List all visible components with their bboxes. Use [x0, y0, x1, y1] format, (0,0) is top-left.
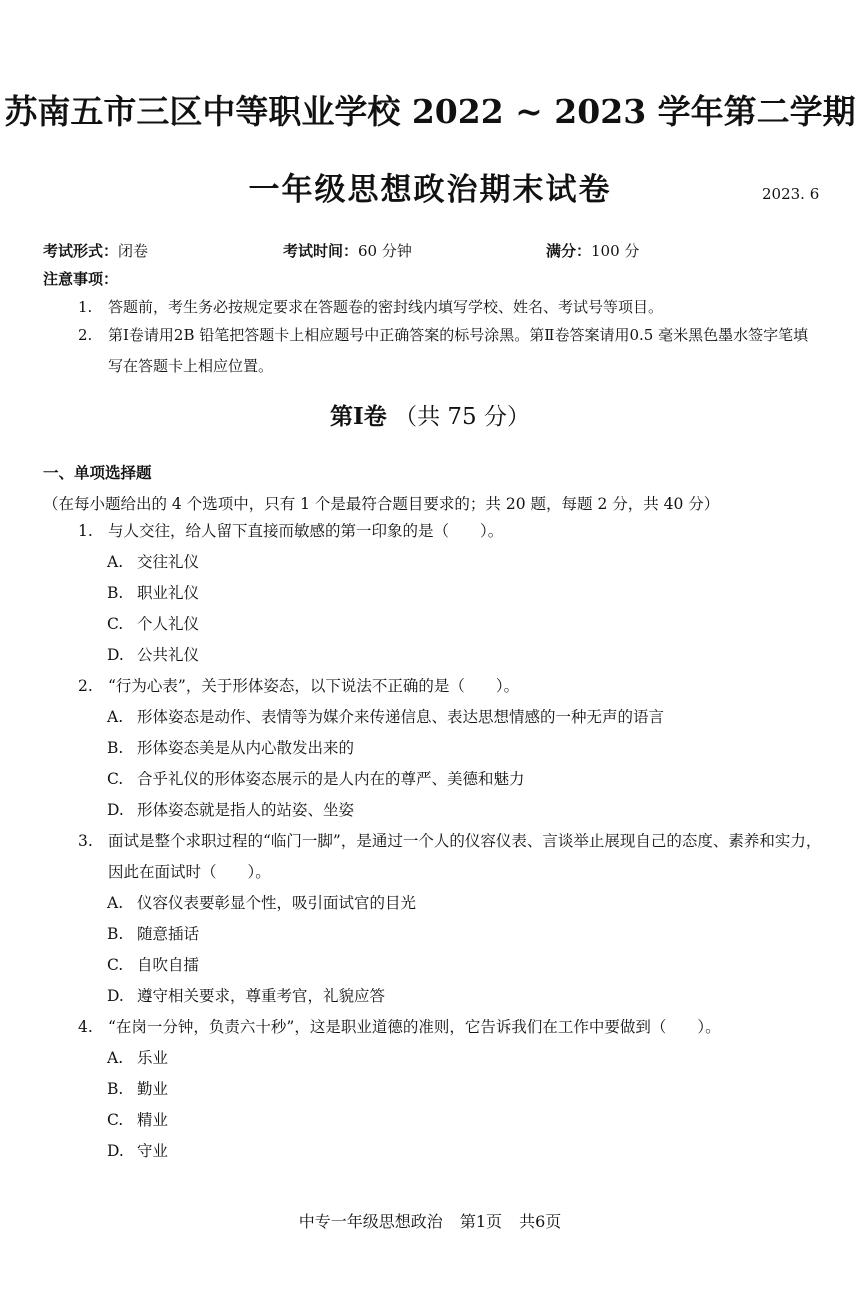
question-text: 与人交往，给人留下直接而敏感的第一印象的是（ ）。 — [108, 522, 504, 540]
exam-date: 2023. 6 — [762, 185, 820, 203]
exam-time-value: 60 分钟 — [358, 242, 412, 260]
question-number: 3. — [78, 832, 93, 850]
exam-form — [43, 240, 148, 261]
question-stem — [78, 826, 822, 888]
option-letter: A. — [107, 1049, 124, 1067]
option-text: 形体姿态美是从内心散发出来的 — [137, 739, 355, 757]
option-letter: B. — [107, 1080, 124, 1098]
answer-option — [107, 702, 664, 733]
answer-option — [107, 919, 199, 950]
section-title — [0, 398, 860, 431]
answer-option — [107, 578, 199, 609]
exam-form-label: 考试形式： — [43, 242, 119, 260]
answer-option — [107, 640, 199, 671]
question-number: 1. — [78, 522, 93, 540]
answer-option — [107, 981, 385, 1012]
option-text: 交往礼仪 — [137, 553, 200, 571]
option-letter: D. — [107, 801, 124, 819]
option-letter: D. — [107, 646, 124, 664]
question-text: 面试是整个求职过程的“临门一脚”，是通过一个人的仪容仪表、言谈举止展现自己的态度、素养和实力，因此在面试时（ ）。 — [108, 832, 822, 881]
part-instruction: （在每小题给出的 4 个选项中，只有 1 个是最符合题目要求的；共 20 题，每题 2 分，共 40 分） — [43, 495, 720, 513]
option-letter: C. — [107, 956, 124, 974]
answer-option — [107, 888, 416, 919]
option-letter: B. — [107, 925, 124, 943]
option-text: 勤业 — [137, 1080, 169, 1098]
option-letter: C. — [107, 615, 124, 633]
exam-score-value: 100 分 — [591, 242, 640, 260]
answer-option — [107, 733, 354, 764]
question-text: “行为心表”，关于形体姿态，以下说法不正确的是（ ）。 — [108, 677, 520, 695]
part-label: 一、单项选择题 — [43, 464, 152, 482]
option-text: 个人礼仪 — [137, 615, 200, 633]
notice-title: 注意事项： — [43, 270, 119, 288]
option-text: 精业 — [137, 1111, 169, 1129]
notice-item — [78, 320, 822, 382]
exam-score-label: 满分： — [546, 242, 592, 260]
answer-option — [107, 764, 525, 795]
question-stem — [78, 1012, 822, 1043]
option-text: 随意插话 — [137, 925, 200, 943]
option-text: 形体姿态是动作、表情等为媒介来传递信息、表达思想情感的一种无声的语言 — [137, 708, 665, 726]
option-letter: C. — [107, 1111, 124, 1129]
page-footer — [0, 1209, 860, 1232]
answer-option — [107, 1105, 168, 1136]
footer-total-pages: 共6页 — [519, 1212, 562, 1231]
notice-item-number: 1. — [78, 298, 93, 316]
option-text: 合乎礼仪的形体姿态展示的是人内在的尊严、美德和魅力 — [137, 770, 525, 788]
exam-form-value: 闭卷 — [118, 242, 149, 260]
footer-subject: 中专一年级思想政治 — [298, 1212, 443, 1231]
option-letter: B. — [107, 739, 124, 757]
option-letter: A. — [107, 894, 124, 912]
exam-title-line1: 苏南五市三区中等职业学校 2022 ~ 2023 学年第二学期 — [4, 92, 856, 131]
answer-option — [107, 1136, 168, 1167]
exam-time — [283, 240, 412, 261]
exam-time-label: 考试时间： — [283, 242, 359, 260]
notice-item-text: 第Ⅰ卷请用2B 铅笔把答题卡上相应题号中正确答案的标号涂黑。第Ⅱ卷答案请用0.5 毫米黑色墨水签字笔填写在答题卡上相应位置。 — [108, 326, 809, 375]
option-text: 职业礼仪 — [137, 584, 200, 602]
answer-option — [107, 795, 354, 826]
answer-option — [107, 1043, 168, 1074]
exam-title-line2: 一年级思想政治期末试卷 — [248, 172, 612, 208]
notice-item-number: 2. — [78, 326, 93, 344]
answer-option — [107, 609, 199, 640]
option-letter: C. — [107, 770, 124, 788]
question-stem — [78, 671, 822, 702]
answer-option — [107, 1074, 168, 1105]
exam-info-row — [43, 240, 823, 262]
option-text: 公共礼仪 — [137, 646, 200, 664]
option-letter: D. — [107, 1142, 124, 1160]
option-letter: D. — [107, 987, 124, 1005]
option-text: 仪容仪表要彰显个性，吸引面试官的目光 — [137, 894, 417, 912]
option-letter: A. — [107, 708, 124, 726]
notice-item-text: 答题前，考生务必按规定要求在答题卷的密封线内填写学校、姓名、考试号等项目。 — [108, 298, 664, 316]
question-stem — [78, 516, 822, 547]
option-letter: B. — [107, 584, 124, 602]
option-text: 守业 — [137, 1142, 169, 1160]
question-number: 2. — [78, 677, 93, 695]
option-text: 自吹自擂 — [137, 956, 200, 974]
answer-option — [107, 950, 199, 981]
section-points: （共 75 分） — [394, 404, 530, 430]
exam-score — [546, 240, 639, 261]
part-heading — [43, 458, 821, 520]
answer-option — [107, 547, 199, 578]
option-text: 遵守相关要求，尊重考官，礼貌应答 — [137, 987, 386, 1005]
notice-item — [78, 292, 822, 323]
footer-page-number: 第1页 — [459, 1212, 502, 1231]
option-text: 形体姿态就是指人的站姿、坐姿 — [137, 801, 355, 819]
option-text: 乐业 — [137, 1049, 169, 1067]
question-number: 4. — [78, 1018, 93, 1036]
question-text: “在岗一分钟，负责六十秒”，这是职业道德的准则，它告诉我们在工作中要做到（ ）。 — [108, 1018, 721, 1036]
option-letter: A. — [107, 553, 124, 571]
section-name: 第Ⅰ卷 — [330, 403, 387, 430]
